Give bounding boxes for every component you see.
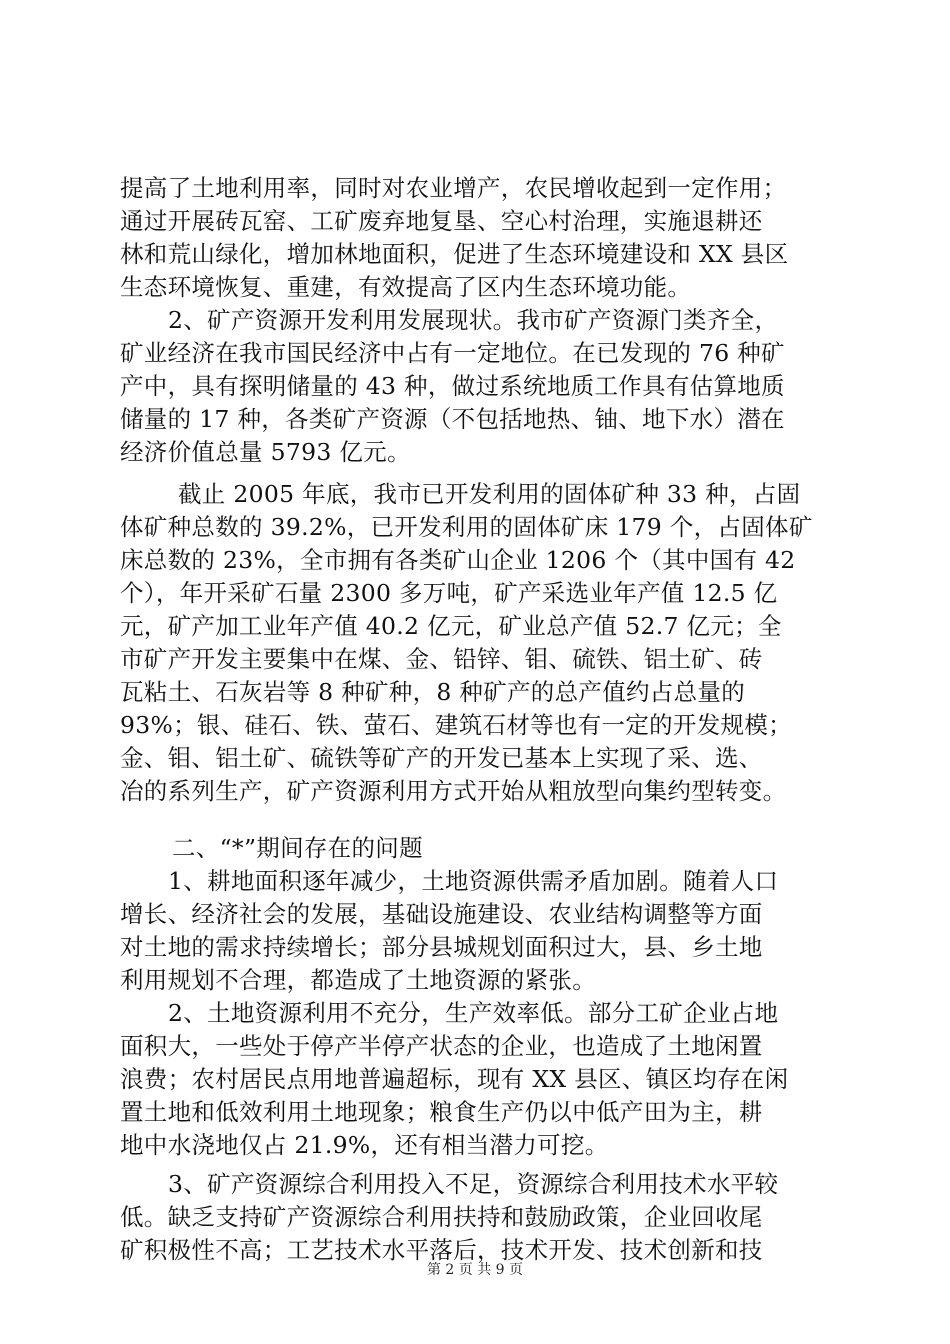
body-line: 低。缺乏支持矿产资源综合利用扶持和鼓励政策，企业回收尾 — [120, 1203, 763, 1231]
body-line: 林和荒山绿化，增加林地面积，促进了生态环境建设和 XX 县区 — [120, 240, 789, 268]
body-line: 93%；银、硅石、铁、萤石、建筑石材等也有一定的开发规模； — [120, 711, 792, 739]
body-line: 浪费；农村居民点用地普遍超标，现有 XX 县区、镇区均存在闲 — [120, 1065, 789, 1093]
body-line: 金、钼、铝土矿、硫铁等矿产的开发已基本上实现了采、选、 — [120, 744, 763, 772]
body-line: 地中水浇地仅占 21.9%，还有相当潜力可挖。 — [120, 1131, 609, 1159]
page-footer: 第 2 页 共 9 页 — [426, 1262, 524, 1278]
body-line: 元，矿产加工业年产值 40.2 亿元，矿业总产值 52.7 亿元；全 — [120, 612, 782, 640]
body-line: 冶的系列生产，矿产资源利用方式开始从粗放型向集约型转变。 — [120, 777, 787, 805]
paragraph-start-line: 截止 2005 年底，我市已开发利用的固体矿种 33 种，占固 — [178, 480, 801, 508]
body-line: 对土地的需求持续增长；部分县城规划面积过大，县、乡土地 — [120, 933, 763, 961]
body-line: 储量的 17 种，各类矿产资源（不包括地热、铀、地下水）潜在 — [120, 405, 785, 433]
body-line: 产中，具有探明储量的 43 种，做过系统地质工作具有估算地质 — [120, 372, 785, 400]
body-line: 增长、经济社会的发展，基础设施建设、农业结构调整等方面 — [120, 900, 763, 928]
body-line: 置土地和低效利用土地现象；粮食生产仍以中低产田为主，耕 — [120, 1098, 763, 1126]
paragraph-start-line: 3、矿产资源综合利用投入不足，资源综合利用技术水平较 — [168, 1170, 779, 1198]
body-line: 面积大，一些处于停产半停产状态的企业，也造成了土地闲置 — [120, 1032, 763, 1060]
body-line: 生态环境恢复、重建，有效提高了区内生态环境功能。 — [120, 273, 692, 301]
body-line: 利用规划不合理，都造成了土地资源的紧张。 — [120, 966, 596, 994]
body-line: 矿业经济在我市国民经济中占有一定地位。在已发现的 76 种矿 — [120, 339, 785, 367]
section-heading: 二、“*”期间存在的问题 — [172, 834, 423, 862]
body-line: 提高了土地利用率，同时对农业增产，农民增收起到一定作用； — [120, 174, 787, 202]
body-line: 通过开展砖瓦窑、工矿废弃地复垦、空心村治理，实施退耕还 — [120, 207, 763, 235]
body-line: 床总数的 23%，全市拥有各类矿山企业 1206 个（其中国有 42 — [120, 546, 796, 574]
body-line: 市矿产开发主要集中在煤、金、铅锌、钼、硫铁、铝土矿、砖 — [120, 645, 763, 673]
paragraph-start-line: 2、矿产资源开发利用发展现状。我市矿产资源门类齐全， — [168, 306, 779, 334]
paragraph-start-line: 1、耕地面积逐年减少，土地资源供需矛盾加剧。随着人口 — [168, 867, 779, 895]
body-line: 个），年开采矿石量 2300 多万吨，矿产采选业年产值 12.5 亿 — [120, 579, 778, 607]
body-line: 矿积极性不高；工艺技术水平落后，技术开发、技术创新和技 — [120, 1236, 763, 1264]
body-line: 瓦粘土、石灰岩等 8 种矿种，8 种矿产的总产值约占总量的 — [120, 678, 746, 706]
paragraph-start-line: 2、土地资源利用不充分，生产效率低。部分工矿企业占地 — [168, 999, 779, 1027]
body-line: 体矿种总数的 39.2%，已开发利用的固体矿床 179 个，占固体矿 — [120, 513, 813, 541]
body-line: 经济价值总量 5793 亿元。 — [120, 438, 411, 466]
